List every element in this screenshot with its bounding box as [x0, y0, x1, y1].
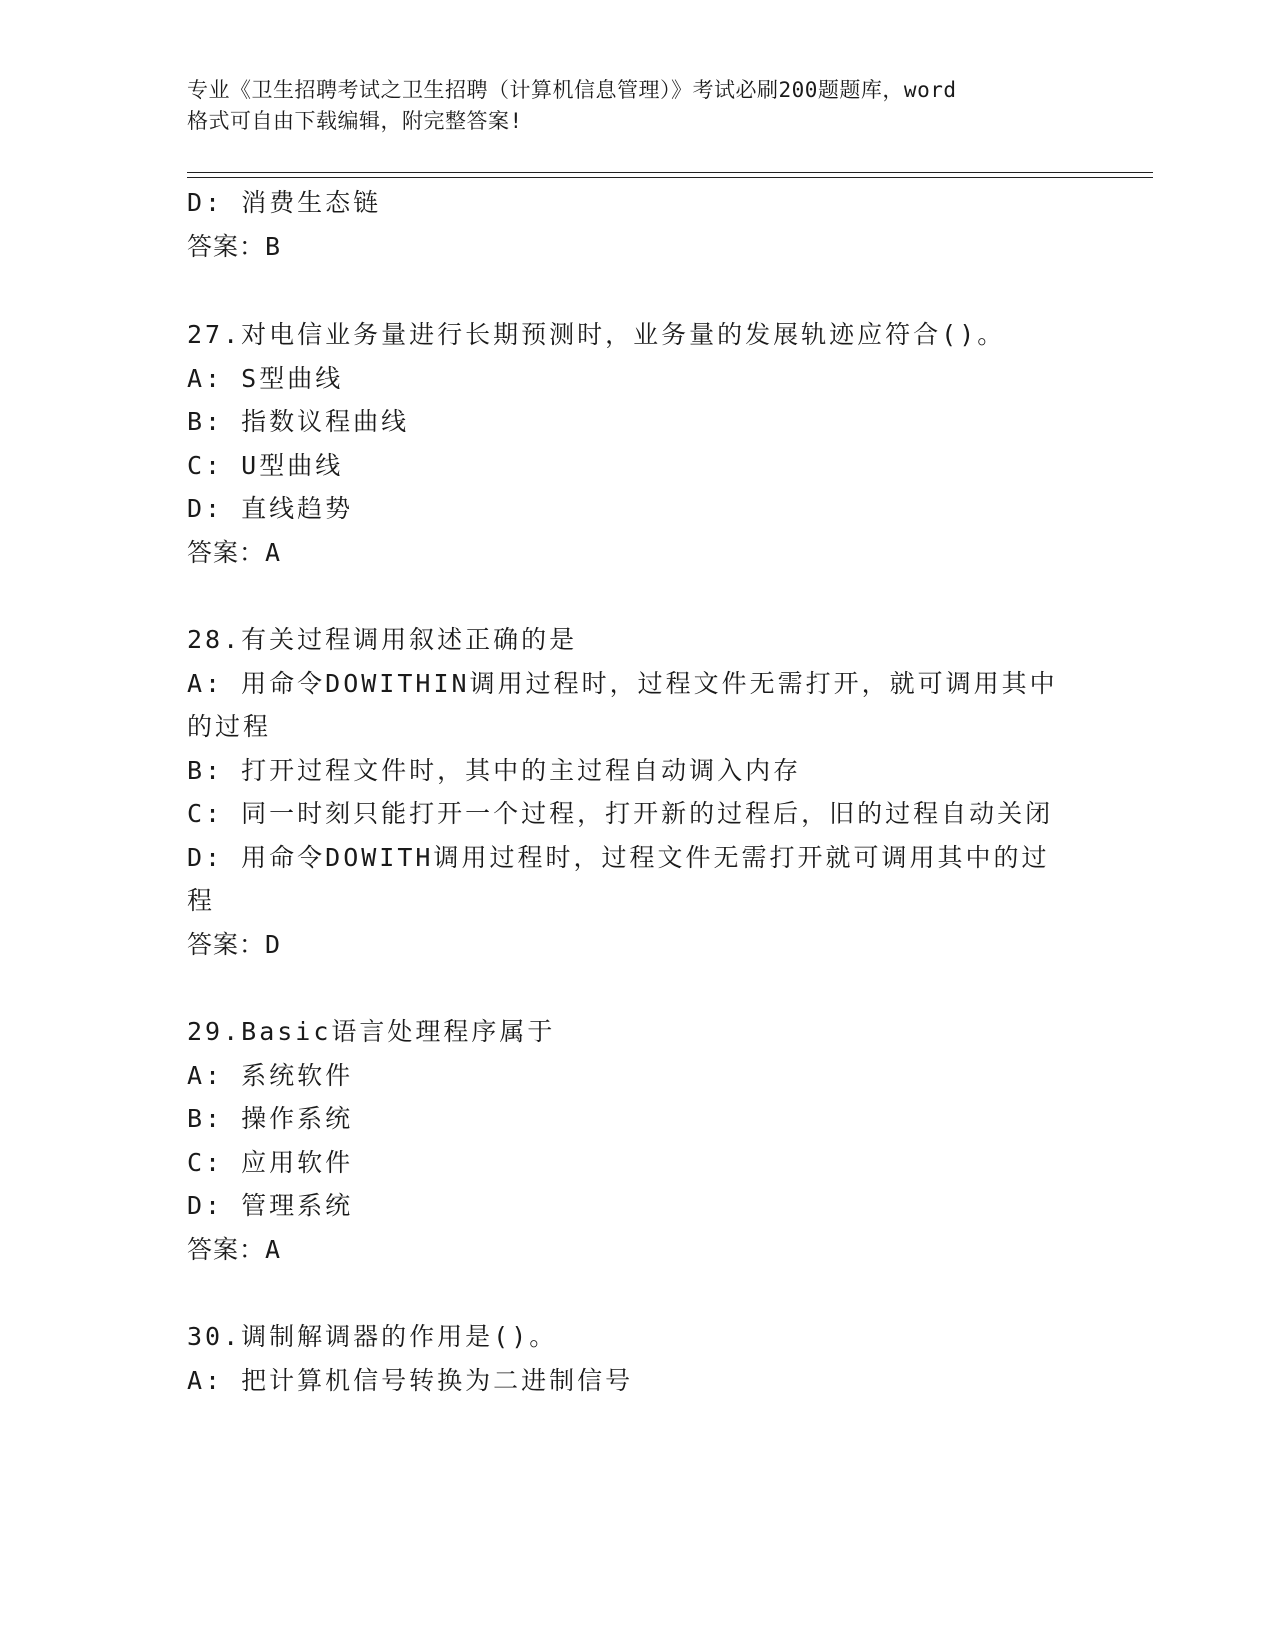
q29-answer: 答案：A — [187, 1235, 282, 1264]
q29-option-d: D: 管理系统 — [187, 1191, 354, 1220]
q27-option-a: A: S型曲线 — [187, 364, 344, 393]
prev-answer: 答案：B — [187, 232, 282, 261]
q29-question: 29.Basic语言处理程序属于 — [187, 1017, 556, 1046]
q27-option-d: D: 直线趋势 — [187, 494, 354, 523]
q28-option-b: B: 打开过程文件时，其中的主过程自动调入内存 — [187, 756, 802, 785]
q28-option-a-line-1: A: 用命令DOWITHIN调用过程时，过程文件无需打开，就可调用其中 — [187, 669, 1058, 698]
q29-option-c: C: 应用软件 — [187, 1148, 354, 1177]
q28-answer: 答案：D — [187, 930, 282, 959]
q27-option-b: B: 指数议程曲线 — [187, 407, 410, 436]
header-title-line-2: 格式可自由下载编辑，附完整答案! — [187, 109, 523, 133]
q28-option-a-line-2: 的过程 — [187, 712, 272, 741]
q27-question: 27.对电信业务量进行长期预测时，业务量的发展轨迹应符合()。 — [187, 320, 1006, 349]
q28-option-d-line-1: D: 用命令DOWITH调用过程时，过程文件无需打开就可调用其中的过 — [187, 843, 1050, 872]
q27-option-c: C: U型曲线 — [187, 451, 344, 480]
header-title-line-1: 专业《卫生招聘考试之卫生招聘（计算机信息管理）》考试必刷200题题库，word — [187, 78, 957, 102]
header-divider-bottom — [187, 177, 1153, 178]
prev-option-d: D: 消费生态链 — [187, 188, 382, 217]
header-divider-top — [187, 172, 1153, 173]
q28-option-d-line-2: 程 — [187, 886, 216, 915]
q30-question: 30.调制解调器的作用是()。 — [187, 1322, 558, 1351]
q30-option-a: A: 把计算机信号转换为二进制信号 — [187, 1366, 634, 1395]
q29-option-b: B: 操作系统 — [187, 1104, 354, 1133]
q28-option-c: C: 同一时刻只能打开一个过程，打开新的过程后，旧的过程自动关闭 — [187, 799, 1054, 828]
q27-answer: 答案：A — [187, 538, 282, 567]
q28-question: 28.有关过程调用叙述正确的是 — [187, 625, 578, 654]
q29-option-a: A: 系统软件 — [187, 1061, 354, 1090]
